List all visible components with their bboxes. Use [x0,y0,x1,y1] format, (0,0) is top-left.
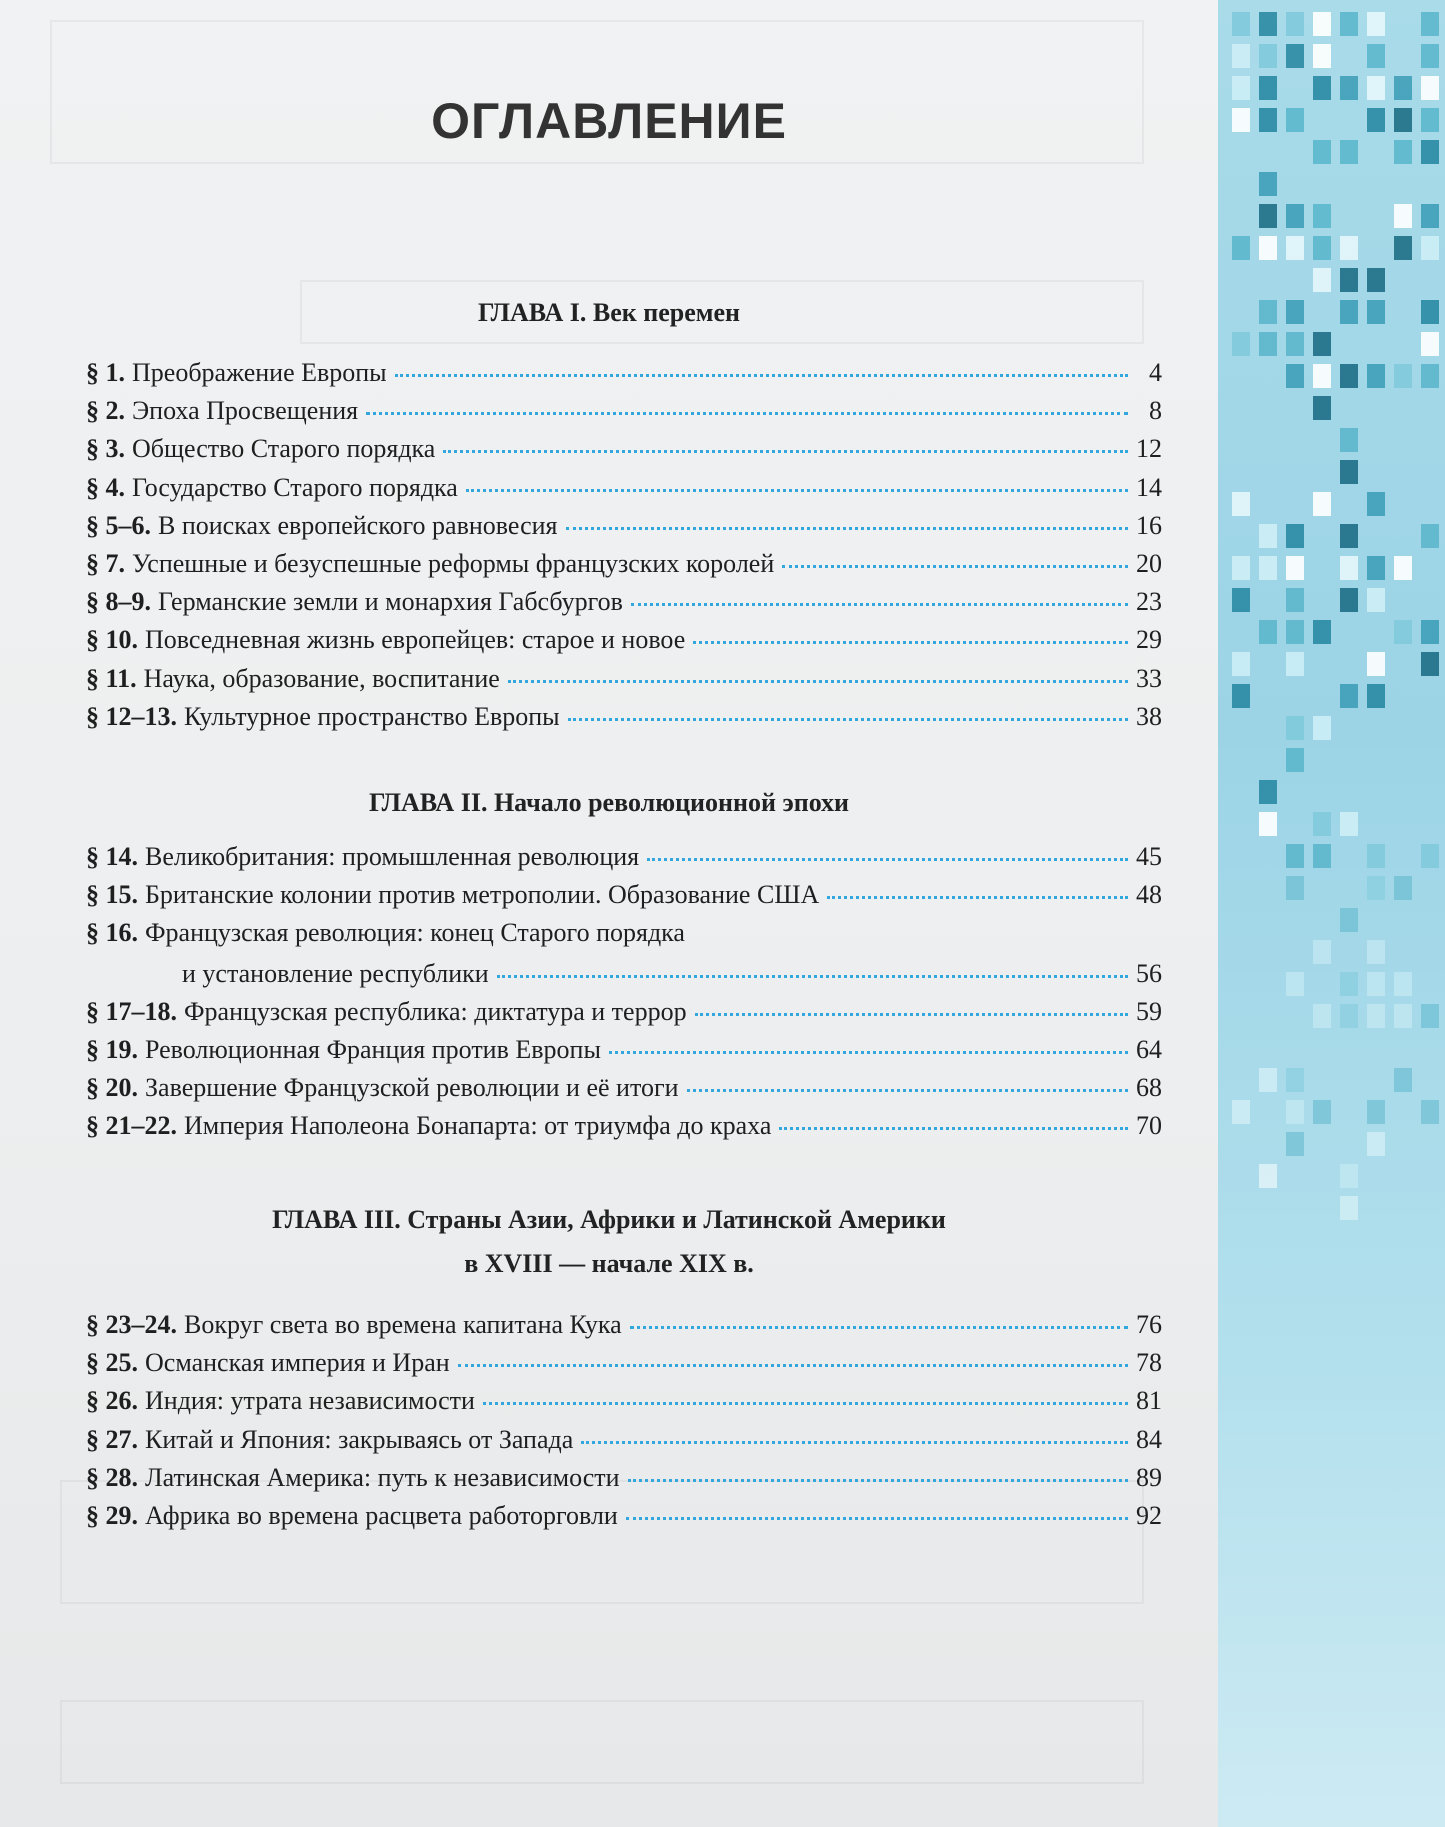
decorative-square [1340,268,1358,292]
decorative-square [1313,396,1331,420]
decorative-square [1286,364,1304,388]
dot-leader [647,858,1128,861]
page-number: 14 [1136,472,1162,502]
toc-entry[interactable] [86,1111,1162,1145]
decorative-square [1259,780,1277,804]
dot-leader [497,975,1128,978]
decorative-square [1286,1068,1304,1092]
section-title: Преображение Европы [132,358,387,387]
decorative-square [1313,620,1331,644]
toc-entry-continuation[interactable] [86,959,1162,993]
decorative-square [1313,1100,1331,1124]
decorative-square [1367,844,1385,868]
section-number: § 12–13. [86,701,177,731]
page-number: 48 [1136,880,1162,910]
chapter-title: ГЛАВА III. Страны Азии, Африки и Латинской Америки [272,1205,946,1234]
toc-entry[interactable] [86,880,1162,914]
section-title: Успешные и безуспешные реформы французских королей [132,549,775,578]
decorative-square [1340,972,1358,996]
decorative-square [1286,1100,1304,1124]
decorative-square [1367,44,1385,68]
decorative-square [1394,140,1412,164]
toc-entry[interactable] [86,918,1162,952]
decorative-square [1286,748,1304,772]
decorative-square [1367,76,1385,100]
section-title: Повседневная жизнь европейцев: старое и новое [145,625,686,655]
page-number: 12 [1136,434,1162,464]
decorative-square [1340,908,1358,932]
chapter-title: ГЛАВА II. Начало революционной эпохи [368,788,850,817]
decorative-square [1286,204,1304,228]
decorative-square [1421,332,1439,356]
decorative-square [1313,364,1331,388]
decorative-square [1421,620,1439,644]
decorative-square [1313,44,1331,68]
decorative-square [1313,844,1331,868]
decorative-square [1286,524,1304,548]
decorative-square [1259,332,1277,356]
section-title: Культурное пространство Европы [184,701,560,731]
decorative-square [1421,1100,1439,1124]
dot-leader [693,641,1128,644]
page-number: 59 [1136,996,1162,1026]
dot-leader [568,718,1128,721]
section-number: § 7. [86,549,125,578]
section-title: Наука, образование, воспитание [143,663,500,693]
decorative-square [1367,108,1385,132]
section-title: Эпоха Просвещения [132,396,359,426]
section-number: § 28. [86,1462,138,1492]
decorative-square [1232,108,1250,132]
decorative-square [1286,236,1304,260]
toc-entry[interactable] [86,587,1162,621]
section-number: § 1. [86,358,125,387]
decorative-square [1367,1004,1385,1028]
toc-entry[interactable] [86,1035,1162,1069]
dot-leader [630,1326,1128,1329]
page-number: 89 [1136,1462,1162,1492]
page-number: 68 [1136,1073,1162,1103]
decorative-square [1421,236,1439,260]
section-number: § 10. [86,625,138,655]
decorative-square [1259,1164,1277,1188]
decorative-square [1340,684,1358,708]
section-number: § 17–18. [86,996,177,1026]
decorative-square [1340,300,1358,324]
section-number: § 26. [86,1386,138,1416]
toc-entry[interactable] [86,396,1162,430]
decorative-square [1394,1004,1412,1028]
decorative-square [1259,44,1277,68]
bleed-through-box [60,1480,1144,1604]
decorative-square [1394,972,1412,996]
decorative-square [1313,812,1331,836]
decorative-square [1367,972,1385,996]
dot-leader [366,412,1128,415]
dot-leader [779,1127,1128,1130]
decorative-square [1313,12,1331,36]
decorative-square [1259,524,1277,548]
decorative-square [1421,300,1439,324]
page-number: 4 [1149,358,1162,387]
page-number: 81 [1136,1386,1162,1416]
section-title: Великобритания: промышленная революция [145,842,640,871]
dot-leader [466,489,1128,492]
section-number: § 15. [86,880,138,910]
decorative-square [1394,556,1412,580]
decorative-square [1232,1100,1250,1124]
page-number: 33 [1136,663,1162,693]
section-title-continued: и установление республики [182,958,489,988]
section-number: § 8–9. [86,587,151,617]
decorative-square [1232,588,1250,612]
toc-entry[interactable] [86,1310,1162,1344]
section-number: § 14. [86,842,138,871]
dot-leader [626,1517,1128,1520]
page-number: 64 [1136,1034,1162,1064]
decorative-square [1286,972,1304,996]
section-title: Китай и Япония: закрываясь от Запада [145,1424,574,1454]
section-number: § 25. [86,1348,138,1378]
decorative-square [1313,492,1331,516]
decorative-square [1286,108,1304,132]
section-title: В поисках европейского равновесия [158,510,558,540]
toc-entry[interactable] [86,1501,1162,1535]
page-title: ОГЛАВЛЕНИЕ [431,93,787,149]
section-number: § 3. [86,434,125,464]
decorative-square [1394,204,1412,228]
decorative-square [1232,236,1250,260]
decorative-square [1232,332,1250,356]
decorative-square [1232,684,1250,708]
decorative-square [1340,236,1358,260]
decorative-square [1394,1068,1412,1092]
page-number: 56 [1136,958,1162,988]
toc-entry[interactable] [86,358,1162,392]
decorative-square [1232,76,1250,100]
toc-entry[interactable] [86,1386,1162,1420]
dot-leader [695,1013,1128,1016]
decorative-square [1367,364,1385,388]
toc-entry[interactable] [86,1463,1162,1497]
decorative-square [1394,76,1412,100]
section-number: § 27. [86,1424,138,1454]
section-number: § 19. [86,1034,138,1064]
dot-leader [566,527,1129,530]
decorative-square [1340,812,1358,836]
decorative-square [1232,556,1250,580]
decorative-square [1394,364,1412,388]
page-number: 8 [1149,396,1162,426]
decorative-square [1259,12,1277,36]
decorative-square [1313,268,1331,292]
chapter-heading [0,298,1218,328]
section-number: § 11. [86,663,137,693]
decorative-square [1340,556,1358,580]
decorative-square [1259,556,1277,580]
decorative-square [1313,76,1331,100]
decorative-square [1340,1196,1358,1220]
toc-entry[interactable] [86,842,1162,876]
dot-leader [483,1402,1128,1405]
chapter-heading [0,788,1218,818]
decorative-square [1286,12,1304,36]
section-number: § 5–6. [86,510,151,540]
decorative-square [1313,332,1331,356]
dot-leader [581,1441,1128,1444]
page-number: 92 [1136,1501,1162,1530]
decorative-square [1286,1132,1304,1156]
page-number: 23 [1136,587,1162,617]
decorative-square [1313,140,1331,164]
page-number: 16 [1136,510,1162,540]
decorative-square [1232,12,1250,36]
decorative-square [1340,588,1358,612]
section-title: Завершение Французской революции и её итоги [145,1073,679,1103]
decorative-square [1367,300,1385,324]
decorative-square [1421,524,1439,548]
decorative-square [1286,332,1304,356]
decorative-square [1340,524,1358,548]
page-number: 84 [1136,1424,1162,1454]
decorative-square [1421,140,1439,164]
decorative-square [1367,268,1385,292]
decorative-square [1286,620,1304,644]
section-title: Французская республика: диктатура и террор [184,996,687,1026]
decorative-square [1421,76,1439,100]
toc-entry[interactable] [86,1348,1162,1382]
decorative-square [1313,1004,1331,1028]
decorative-square [1421,204,1439,228]
section-title: Африка во времена расцвета работорговли [145,1501,618,1530]
decorative-square [1421,108,1439,132]
toc-entry[interactable] [86,664,1162,698]
decorative-square [1340,428,1358,452]
decorative-square [1340,140,1358,164]
dot-leader [782,565,1128,568]
decorative-square [1367,940,1385,964]
decorative-square [1421,844,1439,868]
decorative-square [1367,1100,1385,1124]
decorative-square [1340,1164,1358,1188]
toc-entry[interactable] [86,702,1162,736]
decorative-square [1421,652,1439,676]
section-title: Революционная Франция против Европы [145,1034,601,1064]
section-title: Индия: утрата независимости [145,1386,475,1416]
section-number: § 23–24. [86,1310,177,1339]
decorative-square [1259,236,1277,260]
toc-entry[interactable] [86,625,1162,659]
section-title: Германские земли и монархия Габсбургов [158,587,623,617]
decorative-square [1421,1004,1439,1028]
section-number: § 2. [86,396,125,426]
decorative-square [1340,364,1358,388]
decorative-square [1232,652,1250,676]
decorative-square [1421,44,1439,68]
section-title: Османская империя и Иран [145,1348,450,1378]
section-number: § 16. [86,918,138,948]
decorative-square [1286,556,1304,580]
decorative-square [1394,876,1412,900]
dot-leader [508,680,1128,683]
decorative-square [1313,204,1331,228]
decorative-square [1286,652,1304,676]
decorative-square [1259,204,1277,228]
page-number: 45 [1136,842,1162,871]
decorative-square [1394,108,1412,132]
dot-leader [458,1364,1128,1367]
decorative-square [1367,12,1385,36]
decorative-square [1259,172,1277,196]
section-title: Латинская Америка: путь к независимости [145,1462,620,1492]
chapter-heading [0,1205,1218,1279]
decorative-square [1232,492,1250,516]
section-title: Общество Старого порядка [132,434,436,464]
decorative-square [1340,76,1358,100]
dot-leader [631,603,1128,606]
decorative-square [1367,492,1385,516]
decorative-square [1421,12,1439,36]
page-number: 70 [1136,1111,1162,1141]
page-number: 20 [1136,549,1162,578]
dot-leader [628,1479,1128,1482]
decorative-square [1232,44,1250,68]
decorative-side-band [1218,0,1445,1827]
decorative-square [1259,108,1277,132]
toc-entry[interactable] [86,473,1162,507]
decorative-square [1394,620,1412,644]
decorative-square [1394,236,1412,260]
toc-entry[interactable] [86,511,1162,545]
dot-leader [395,374,1128,377]
decorative-square [1286,876,1304,900]
toc-entry[interactable] [86,434,1162,468]
page-number: 38 [1136,701,1162,731]
decorative-square [1259,812,1277,836]
section-number: § 21–22. [86,1111,177,1141]
page-number: 78 [1136,1348,1162,1378]
decorative-square [1367,1132,1385,1156]
decorative-square [1286,44,1304,68]
dot-leader [609,1051,1128,1054]
decorative-square [1259,1068,1277,1092]
decorative-square [1421,364,1439,388]
dot-leader [443,450,1128,453]
decorative-square [1286,716,1304,740]
section-number: § 4. [86,472,125,502]
decorative-square [1367,876,1385,900]
decorative-square [1367,556,1385,580]
chapter-title: ГЛАВА I. Век перемен [478,298,740,327]
decorative-square [1340,12,1358,36]
bleed-through-box [60,1700,1144,1784]
decorative-square [1259,300,1277,324]
page-number: 29 [1136,625,1162,655]
toc-entry[interactable] [86,1073,1162,1107]
decorative-square [1367,652,1385,676]
section-number: § 29. [86,1501,138,1530]
page-number: 76 [1136,1310,1162,1339]
dot-leader [687,1089,1128,1092]
decorative-square [1286,844,1304,868]
decorative-square [1286,300,1304,324]
decorative-square [1367,588,1385,612]
decorative-square [1259,76,1277,100]
section-title: Империя Наполеона Бонапарта: от триумфа до краха [184,1111,772,1141]
decorative-square [1313,716,1331,740]
section-title: Французская революция: конец Старого порядка [145,918,685,948]
decorative-square [1286,588,1304,612]
decorative-square [1340,1004,1358,1028]
section-title: Государство Старого порядка [132,472,458,502]
decorative-square [1313,236,1331,260]
chapter-title-continued: в XVIII — начале XIX в. [464,1249,754,1278]
decorative-square [1259,620,1277,644]
decorative-square [1313,940,1331,964]
section-title: Вокруг света во времена капитана Кука [184,1310,622,1339]
section-title: Британские колонии против метрополии. Образование США [145,880,820,910]
decorative-square [1340,460,1358,484]
dot-leader [827,896,1128,899]
toc-entry[interactable] [86,549,1162,583]
section-number: § 20. [86,1073,138,1103]
decorative-square [1367,684,1385,708]
toc-entry[interactable] [86,997,1162,1031]
toc-entry[interactable] [86,1425,1162,1459]
